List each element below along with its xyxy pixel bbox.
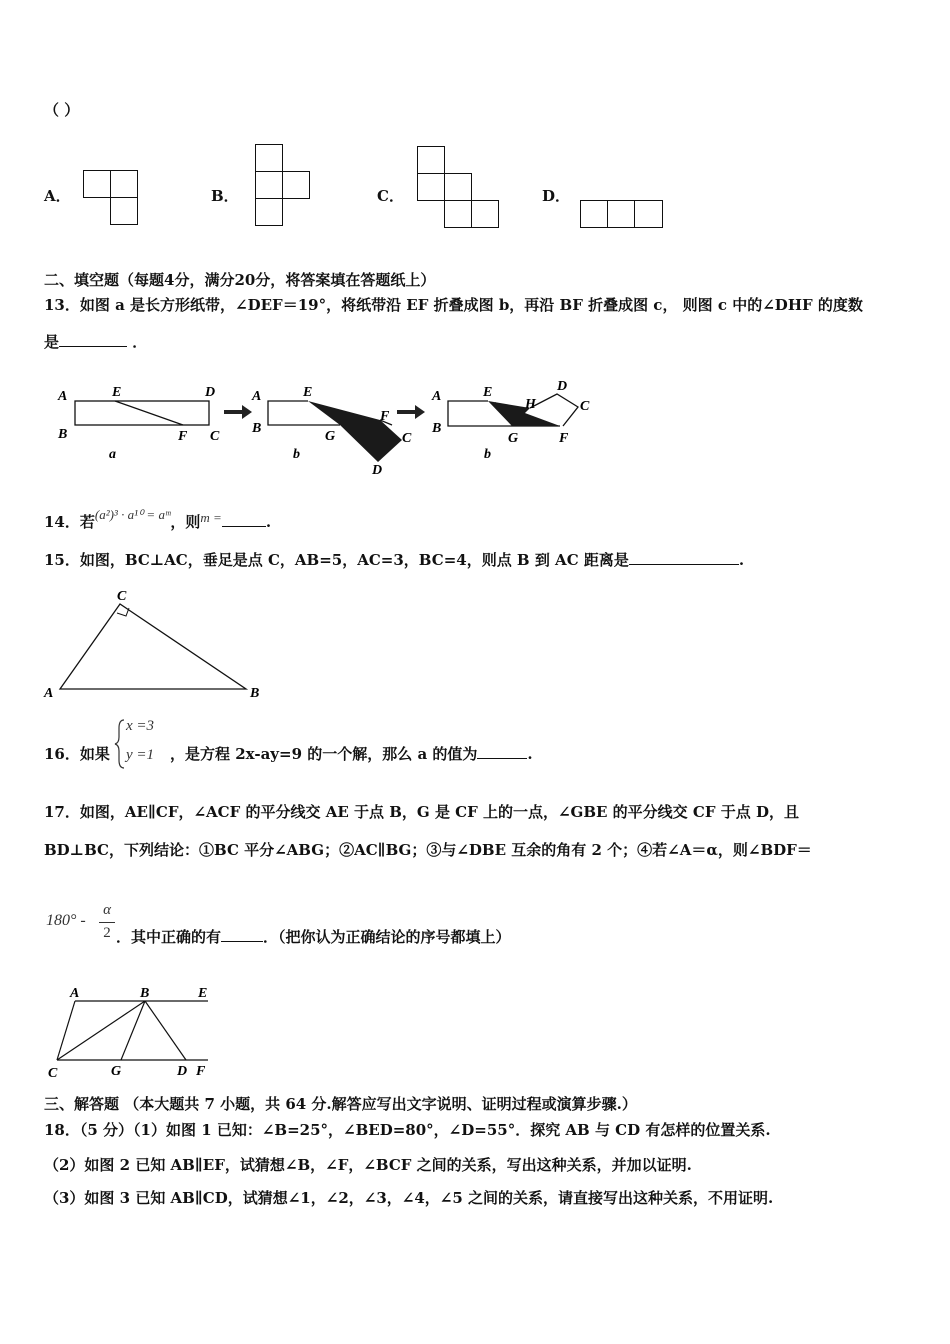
q15-label-B: B bbox=[250, 686, 260, 701]
q16-equation-1: x =3 bbox=[126, 718, 155, 734]
fig-b-label-G: G bbox=[325, 429, 336, 444]
q17-line-1: 17．如图，AE∥CF，∠ACF 的平分线交 AE 于点 B，G 是 CF 上的一点，∠GBE 的平分线交 CF 于点 D，且 bbox=[44, 803, 799, 821]
fig-b-label-F: F bbox=[380, 409, 390, 424]
q17-label-C: C bbox=[48, 1066, 58, 1081]
q17-label-E: E bbox=[198, 986, 208, 1001]
q18-line-2: （2）如图 2 已知 AB∥EF，试猜想∠B，∠F，∠BCF 之间的关系，写出这种关系，并加以证明. bbox=[44, 1156, 692, 1174]
fig-c-label-C: C bbox=[580, 399, 590, 414]
q16-text: ，是方程 2x-ay=9 的一个解，那么 a 的值为 . bbox=[170, 745, 533, 763]
fig-c-label-D: D bbox=[557, 379, 568, 394]
section-2-heading: 二、填空题（每题4分，满分20分，将答案填在答题纸上） bbox=[44, 271, 436, 289]
q14-text: 14．若(a²)³ · a¹⁰ = aᵐ，则m = . bbox=[44, 507, 272, 531]
q17-line-3: ．其中正确的有 ．（把你认为正确结论的序号都填上） bbox=[116, 928, 511, 946]
fig-c-label-G: G bbox=[508, 431, 519, 446]
fig-c-label-A: A bbox=[432, 389, 442, 404]
option-a-label: A． bbox=[44, 187, 71, 205]
q17-formula-numerator: α bbox=[103, 902, 111, 918]
q17-line-2: BD⊥BC，下列结论：①BC 平分∠ABG；②AC∥BG；③与∠DBE 互余的角有 2 个；④若∠A＝α，则∠BDF＝ bbox=[44, 841, 812, 859]
fig-c-caption: b bbox=[484, 447, 491, 462]
option-d-label: D． bbox=[542, 187, 571, 205]
fig-a-label-B: B bbox=[58, 427, 68, 442]
fig-b-label-B: B bbox=[252, 421, 262, 436]
fig-c-label-H: H bbox=[525, 397, 536, 412]
q18-line-3: （3）如图 3 已知 AB∥CD，试猜想∠1，∠2，∠3，∠4，∠5 之间的关系，请直接写出这种关系，不用证明. bbox=[44, 1189, 774, 1207]
fig-b-caption: b bbox=[293, 447, 300, 462]
q16-prefix: 16．如果 bbox=[44, 745, 110, 763]
fig-a-label-D: D bbox=[205, 385, 216, 400]
fig-b-label-C: C bbox=[402, 431, 412, 446]
q17-label-A: A bbox=[70, 986, 80, 1001]
q17-label-G: G bbox=[111, 1064, 122, 1079]
fig-a-label-C: C bbox=[210, 429, 220, 444]
q17-formula-denominator: 2 bbox=[103, 925, 111, 941]
fig-c-label-E: E bbox=[483, 385, 493, 400]
option-b-label: B． bbox=[211, 187, 239, 205]
fig-c-label-F: F bbox=[559, 431, 569, 446]
answer-parentheses: （ ） bbox=[44, 101, 80, 119]
q16-equation-2: y =1 bbox=[126, 747, 155, 763]
fig-c-label-B: B bbox=[432, 421, 442, 436]
fig-b-label-A: A bbox=[252, 389, 262, 404]
q15-text: 15．如图，BC⊥AC，垂足是点 C，AB=5，AC=3，BC=4，则点 B 到 AC 距离是 . bbox=[44, 551, 745, 569]
fig-a-label-A: A bbox=[58, 389, 68, 404]
q15-label-C: C bbox=[117, 589, 127, 604]
q15-label-A: A bbox=[44, 686, 54, 701]
q18-line-1: 18．（5 分）（1）如图 1 已知：∠B=25°，∠BED=80°，∠D=55°．探究 AB 与 CD 有怎样的位置关系. bbox=[44, 1121, 771, 1139]
q13-text: 13．如图 a 是长方形纸带，∠DEF＝19°，将纸带沿 EF 折叠成图 b，再沿 BF 折叠成图 c， 则图 c 中的∠DHF 的度数 bbox=[44, 296, 863, 314]
fig-b-label-D: D bbox=[372, 463, 383, 478]
option-c-label: C． bbox=[377, 187, 404, 205]
section-3-heading: 三、解答题 （本大题共 7 小题，共 64 分.解答应写出文字说明、证明过程或演算步骤.） bbox=[44, 1095, 637, 1113]
fig-a-label-E: E bbox=[112, 385, 122, 400]
fig-b-label-E: E bbox=[303, 385, 313, 400]
q17-label-F: F bbox=[196, 1064, 206, 1079]
q14-variable: m = bbox=[200, 510, 222, 525]
q13-answer-line: 是 ． bbox=[44, 333, 148, 351]
q14-expression: (a²)³ · a¹⁰ = aᵐ bbox=[94, 507, 171, 522]
q17-label-B: B bbox=[140, 986, 150, 1001]
fig-a-caption: a bbox=[109, 447, 116, 462]
q17-label-D: D bbox=[177, 1064, 188, 1079]
fig-a-label-F: F bbox=[178, 429, 188, 444]
q17-formula-left: 180° - bbox=[46, 912, 86, 929]
